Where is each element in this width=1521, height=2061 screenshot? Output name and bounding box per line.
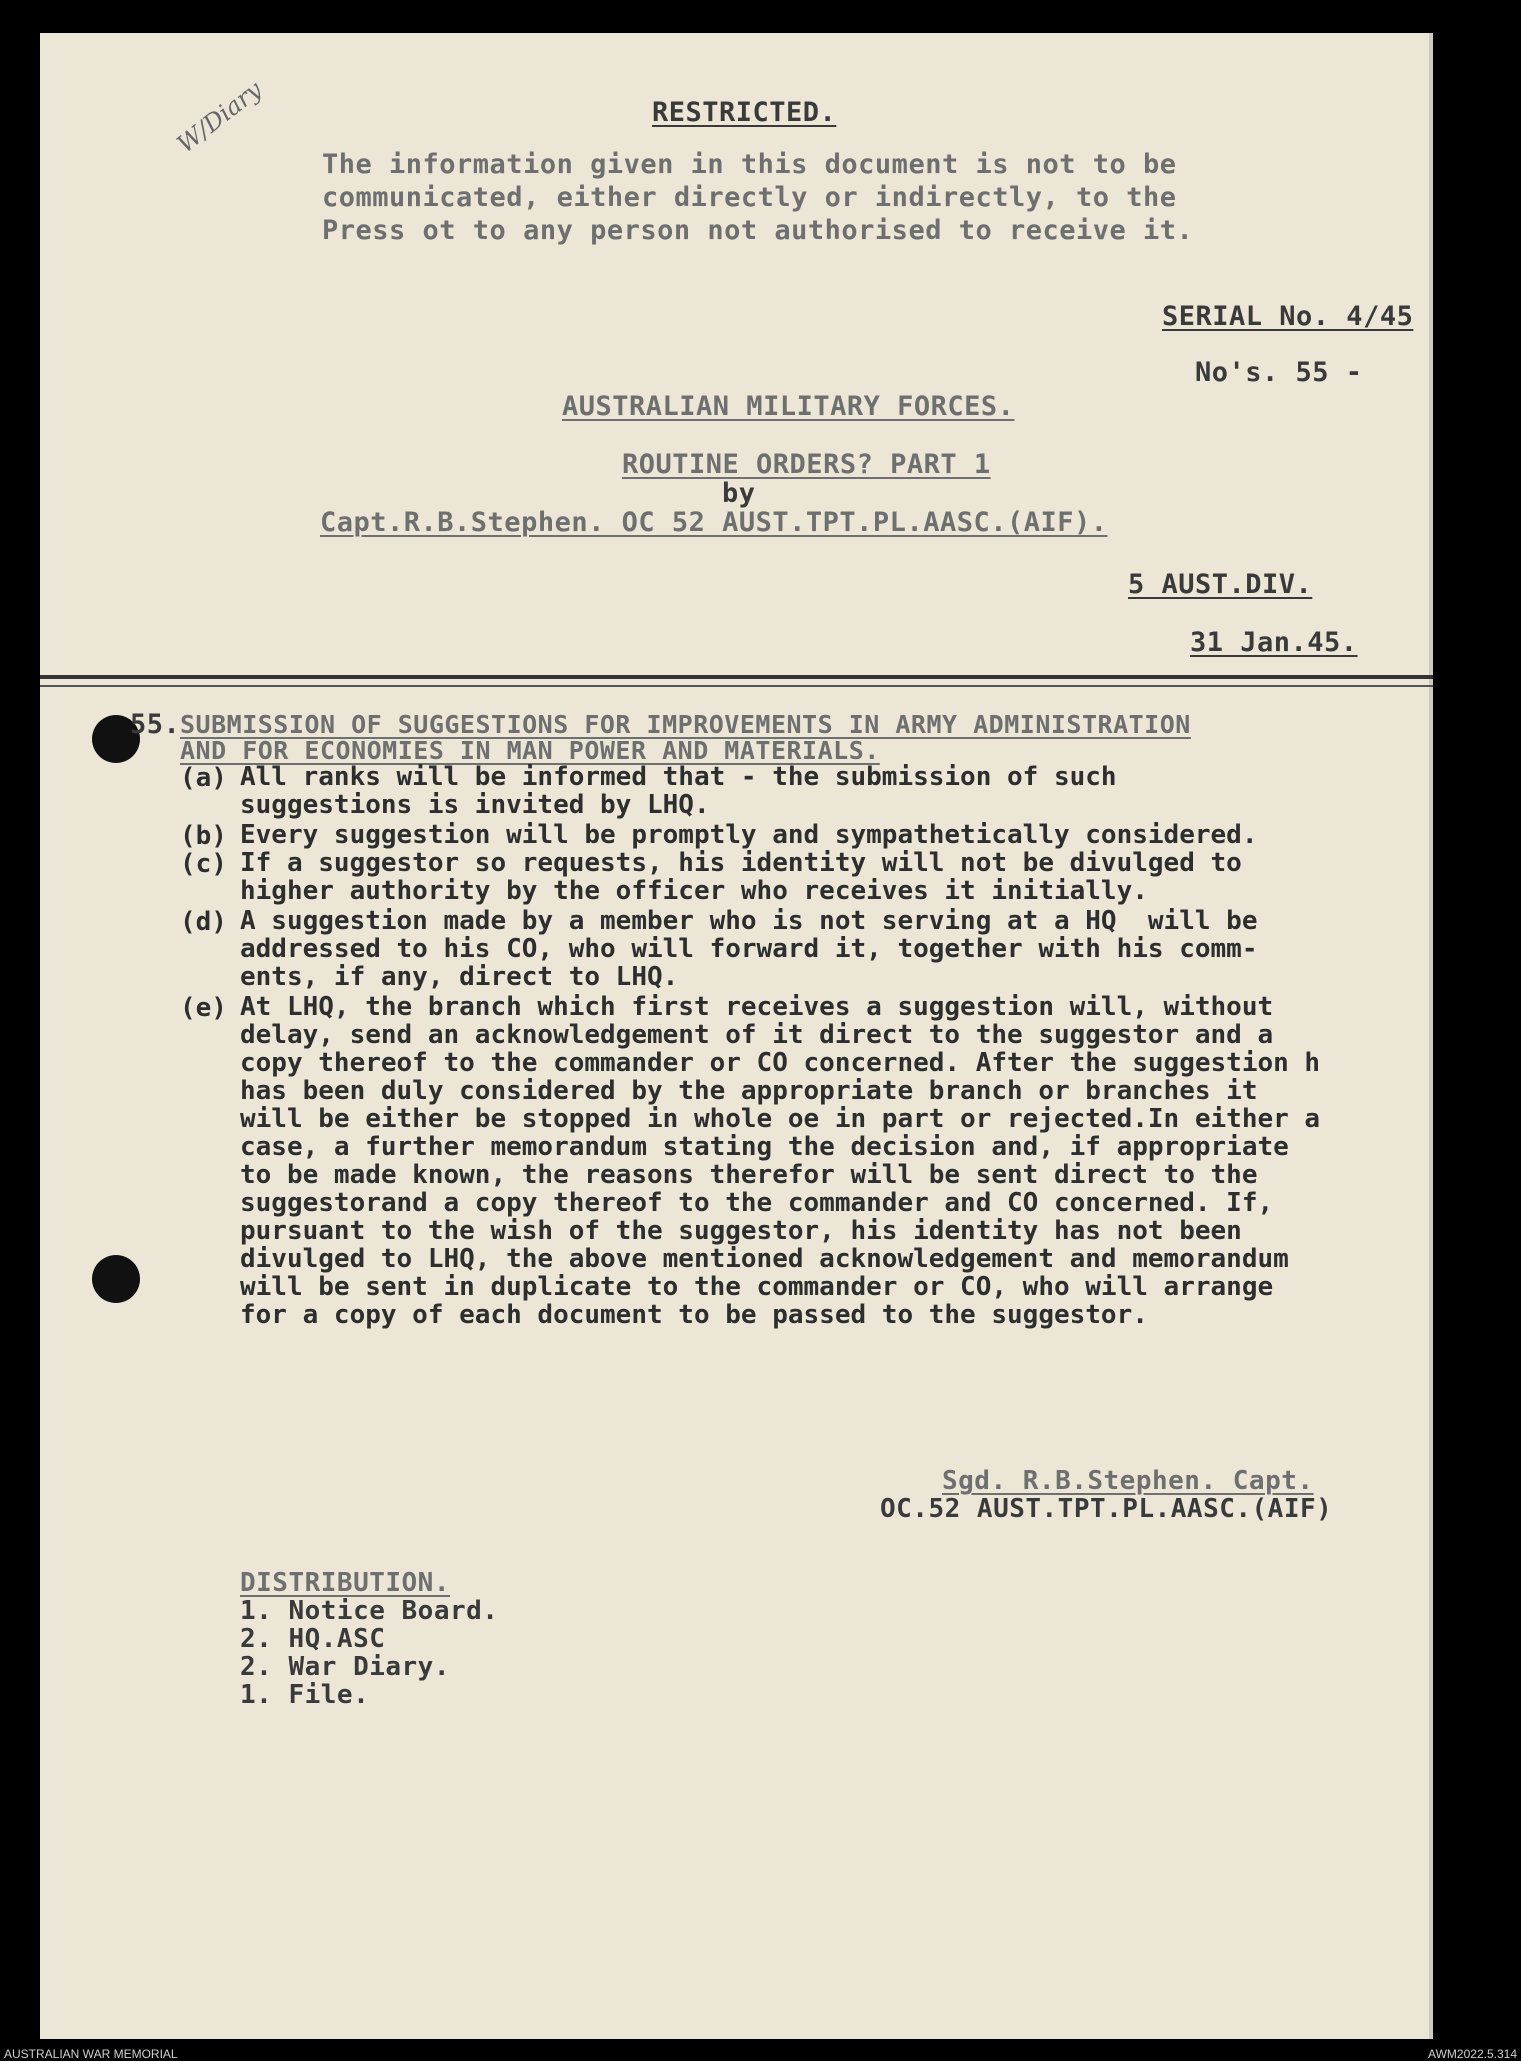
order-date: 31 Jan.45. <box>1190 627 1358 658</box>
item-label-e: (e) <box>180 993 227 1023</box>
item-c-line-1: If a suggestor so requests, his identity will not be divulged to <box>240 848 1242 878</box>
footer-archive-name: AUSTRALIAN WAR MEMORIAL <box>4 2047 178 2061</box>
distribution-heading: DISTRIBUTION. <box>240 1568 450 1598</box>
item-e-line-1: At LHQ, the branch which first receives a suggestion will, without <box>240 992 1274 1022</box>
item-e-line-12: for a copy of each document to be passed to the suggestor. <box>240 1300 1148 1330</box>
item-e-line-8: suggestorand a copy thereof to the commander and CO concerned. If, <box>240 1188 1274 1218</box>
order-heading-line-1: SUBMISSION OF SUGGESTIONS FOR IMPROVEMENTS IN ARMY ADMINISTRATION <box>180 710 1191 739</box>
restricted-heading: RESTRICTED. <box>652 97 837 128</box>
item-label-b: (b) <box>180 821 227 851</box>
signature-line-2: OC.52 AUST.TPT.PL.AASC.(AIF) <box>880 1494 1333 1524</box>
document-title: ROUTINE ORDERS? PART 1 <box>622 449 991 480</box>
divider-rule <box>40 675 1433 679</box>
item-label-a: (a) <box>180 763 227 793</box>
item-b-line-1: Every suggestion will be promptly and sympathetically considered. <box>240 820 1258 850</box>
punch-hole-bottom <box>92 1255 140 1303</box>
notice-line-3: Press ot to any person not authorised to receive it. <box>322 215 1194 246</box>
distribution-entry-2: 2. HQ.ASC <box>240 1624 386 1654</box>
item-e-line-6: case, a further memorandum stating the decision and, if appropriate <box>240 1132 1289 1162</box>
document-page <box>40 33 1433 2039</box>
divider-rule-thin <box>40 685 1433 687</box>
item-e-line-3: copy thereof to the commander or CO concerned. After the suggestion h <box>240 1048 1321 1078</box>
issuing-officer: Capt.R.B.Stephen. OC 52 AUST.TPT.PL.AASC.(AIF). <box>320 507 1108 538</box>
item-e-line-5: will be either be stopped in whole oe in part or rejected.In either a <box>240 1104 1321 1134</box>
order-number: 55. <box>130 709 181 740</box>
item-e-line-2: delay, send an acknowledgement of it direct to the suggestor and a <box>240 1020 1274 1050</box>
signature-line-1: Sgd. R.B.Stephen. Capt. <box>942 1466 1314 1496</box>
order-numbers: No's. 55 - <box>1195 357 1363 388</box>
serial-number: SERIAL No. 4/45 <box>1162 301 1414 332</box>
distribution-entry-1: 1. Notice Board. <box>240 1596 499 1626</box>
notice-line-1: The information given in this document is not to be <box>322 149 1177 180</box>
item-d-line-1: A suggestion made by a member who is not serving at a HQ will be <box>240 906 1258 936</box>
footer-reference: AWM2022.5.314 <box>1428 2047 1517 2061</box>
item-c-line-2: higher authority by the officer who receives it initially. <box>240 876 1148 906</box>
item-e-line-10: divulged to LHQ, the above mentioned acknowledgement and memorandum <box>240 1244 1289 1274</box>
item-d-line-2: addressed to his CO, who will forward it, together with his comm- <box>240 934 1258 964</box>
notice-line-2: communicated, either directly or indirectly, to the <box>322 182 1177 213</box>
item-e-line-7: to be made known, the reasons therefor will be sent direct to the <box>240 1160 1258 1190</box>
item-label-c: (c) <box>180 849 227 879</box>
organisation-title: AUSTRALIAN MILITARY FORCES. <box>562 391 1015 422</box>
order-heading-line-2: AND FOR ECONOMIES IN MAN POWER AND MATERIALS. <box>180 736 880 765</box>
division: 5 AUST.DIV. <box>1128 569 1313 600</box>
distribution-entry-3: 2. War Diary. <box>240 1652 450 1682</box>
page-edge <box>1429 33 1433 2039</box>
item-label-d: (d) <box>180 907 227 937</box>
item-e-line-9: pursuant to the wish of the suggestor, his identity has not been <box>240 1216 1242 1246</box>
handwritten-annotation: W/Diary <box>171 75 268 159</box>
item-a-line-2: suggestions is invited by LHQ. <box>240 790 710 820</box>
item-a-line-1: All ranks will be informed that - the submission of such <box>240 762 1117 792</box>
item-e-line-4: has been duly considered by the appropriate branch or branches it <box>240 1076 1258 1106</box>
by-line: by <box>722 478 756 509</box>
distribution-entry-4: 1. File. <box>240 1680 370 1710</box>
item-d-line-3: ents, if any, direct to LHQ. <box>240 962 679 992</box>
item-e-line-11: will be sent in duplicate to the commander or CO, who will arrange <box>240 1272 1274 1302</box>
